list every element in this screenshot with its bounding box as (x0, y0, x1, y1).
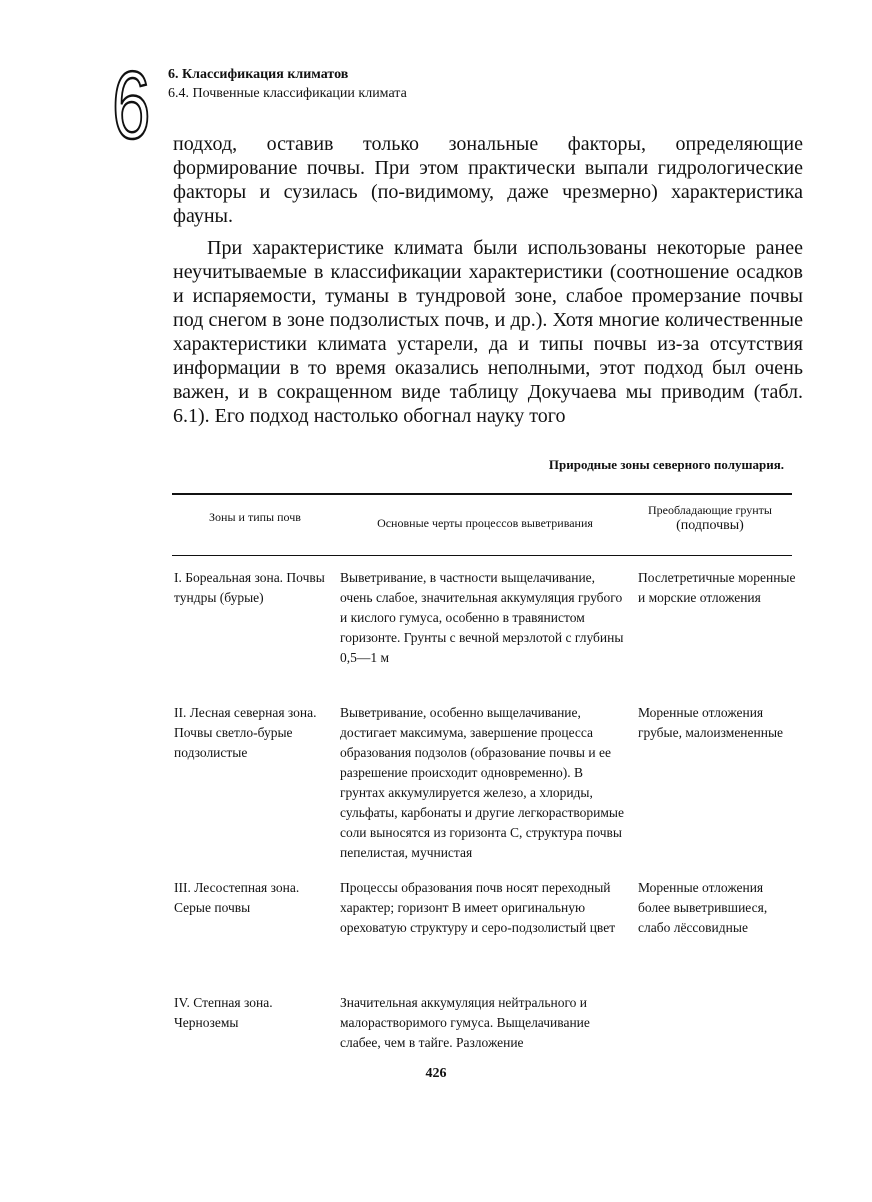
table-cell-weathering: Выветривание, в частности выщелачивание, очень слабое, значительная аккумуляция грубого и кислого гумуса, особенно в травянистом горизонте. Грунты с вечной мерзлотой с глубины 0,5—1 м (340, 570, 624, 665)
chapter-number-icon: 6 (112, 52, 151, 159)
column-header-zone: Зоны и типы почв (209, 510, 301, 524)
table-top-rule (172, 493, 792, 495)
section-title: 6.4. Почвенные классификации климата (168, 86, 407, 101)
table-cell-zone: III. Лесостепная зона. Серые почвы (174, 880, 300, 915)
body-text (173, 132, 803, 428)
chapter-title: 6. Классификация климатов (168, 67, 349, 82)
column-header-soil (640, 503, 780, 533)
table-cell-weathering: Процессы образования почв носят переходный характер; горизонт В имеет оригинальную ореховатую структуру и серо-подзолистый цвет (340, 880, 616, 935)
table-cell-zone: II. Лесная северная зона. Почвы светло-бурые подзолистые (174, 705, 317, 760)
table-cell-zone: I. Бореальная зона. Почвы тундры (бурые) (174, 570, 325, 605)
table-cell-weathering: Значительная аккумуляция нейтрального и малорастворимого гумуса. Выщелачивание слабее, чем в тайге. Разложение (340, 995, 590, 1050)
page-number: 426 (425, 1066, 447, 1081)
running-header (168, 66, 407, 102)
table-title: Природные зоны северного полушария. (548, 457, 784, 472)
table-cell-weathering: Выветривание, особенно выщелачивание, достигает максимума, завершение процесса образования подзолов (образование почвы и ее разрешение происходит одновременно). В грунтах аккумулируется железо, а хлориды, сульфаты, карбонаты и другие легкорастворимые соли выносятся из горизонта С, структура почвы пепелистая, мучнистая (340, 705, 624, 860)
column-header-weathering: Основные черты процессов выветривания (377, 516, 593, 530)
column-header-soil-label: Преобладающие грунты (648, 503, 772, 517)
table-cell-soil: Моренные отложения грубые, малоизмененные (638, 705, 784, 740)
table-cell-soil: Моренные отложения более выветрившиеся, слабо лёссовидные (638, 880, 768, 935)
table-header-rule (172, 555, 792, 556)
paragraph: подход, оставив только зональные факторы, определяющие формирование почвы. При этом практически выпали гидрологические факторы и сузилась (по-видимому, даже чрезмерно) характеристика фауны. (173, 133, 803, 227)
paragraph: При характеристике климата были использованы некоторые ранее неучитываемые в классификации характеристики (соотношение осадков и испаряемости, туманы в тундровой зоне, слабое промерзание почвы под снегом в зоне подзолистых почв, и др.). Хотя многие количественные характеристики климата устарели, да и типы почвы из-за отсутствия информации в то время оказались неполными, этот подход был очень важен, и в сокращенном виде таблицу Докучаева мы приводим (табл. 6.1). Его подход настолько обогнал науку того (173, 237, 803, 427)
table-cell-zone: IV. Степная зона. Черноземы (174, 995, 273, 1030)
column-header-soil-sub: (подпочвы) (676, 518, 744, 533)
table-cell-soil: Послетретичные моренные и морские отложения (638, 570, 796, 605)
